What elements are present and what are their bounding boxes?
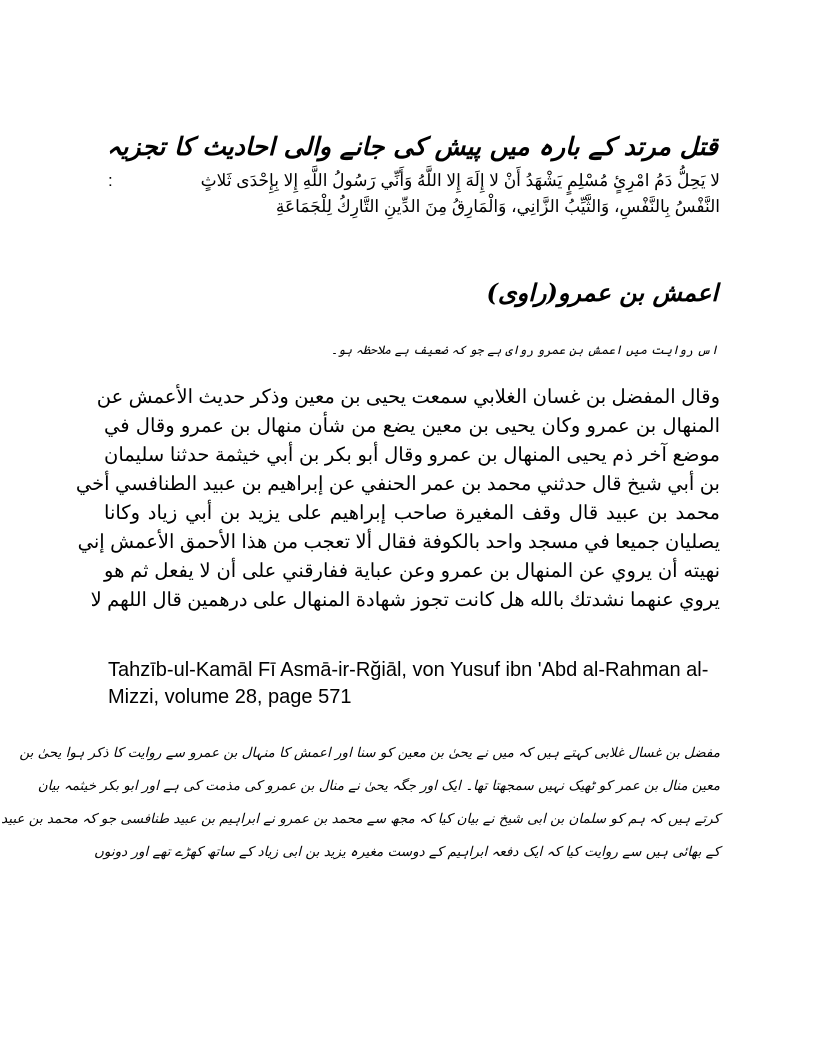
narrator-note: اس روایت میں اعمش بن عمرو روای ہے جو کہ ضعیف ہے ملاحظہ ہو۔ (330, 343, 718, 357)
hadith-line-text: لا يَحِلُّ دَمُ امْرِئٍ مُسْلِمٍ يَشْهَدُ أَنْ لا إِلَهَ إِلا اللَّهُ وَأَنِّي رَسُولُ اللَّهِ إِلا بِإِحْدَى ثَلاثٍ (200, 171, 720, 190)
urdu-translation-line: کے بھائی ہیں سے روایت کیا کہ ایک دفعہ ابراہیم کے دوست مغیرہ یزید بن ابی زیاد کے ساتھ کھڑے تھے اور دونوں (93, 844, 720, 860)
narrator-heading: اعمش بن عمرو(راوی) (486, 278, 718, 307)
urdu-translation-line: معین منال بن عمر کو ٹھیک نہیں سمجھتا تھا۔ ایک اور جگہ یحیٰ نے منال بن عمرو کی مذمت کی ہے اور ابو بکر خیثمہ بیان (37, 778, 720, 794)
arabic-quote-line: محمد بن عبيد قال وقف المغيرة صاحب إبراهيم على يزيد بن أبي زياد وكانا (104, 502, 720, 524)
arabic-quote-line: موضع آخر ذم يحيى المنهال بن عمرو وقال أبو بكر بن أبي خيثمة حدثنا سليمان (104, 444, 720, 466)
hadith-colon: : (108, 171, 113, 190)
hadith-line (108, 168, 720, 194)
arabic-quote (75, 383, 720, 615)
arabic-quote-line: بن أبي شيخ قال حدثني محمد بن عمر الحنفي عن إبراهيم بن عبيد الطنافسي أخي (75, 473, 720, 495)
urdu-translation-line: کرتے ہیں کہ ہم کو سلمان بن ابی شیخ نے بیان کیا کہ مجھ سے محمد بن عمرو نے ابراہیم بن عبید طنافسی جو کہ محمد بن عبید (1, 811, 720, 827)
arabic-quote-line: نهيته أن يروي عن المنهال بن عمرو وعن عباية ففارقني على أن لا يفعل ثم هو (104, 560, 720, 582)
source-citation: Tahzīb-ul-Kamāl Fī Asmā-ir-Rğiāl, von Yusuf ibn 'Abd al-Rahman al-Mizzi, volume 28, page 571 (108, 659, 709, 708)
arabic-quote-line: المنهال بن عمرو وكان يحيى بن معين يضع من شأن منهال بن عمرو وقال في (104, 415, 720, 437)
arabic-quote-line: وقال المفضل بن غسان الغلابي سمعت يحيى بن معين وذكر حديث الأعمش عن (96, 386, 720, 408)
arabic-quote-line: يصليان جميعا في مسجد واحد بالكوفة فقال ألا تعجب من هذا الأحمق الأعمش إني (77, 531, 720, 553)
urdu-translation-line: مفضل بن غسال غلابی کہتے ہیں کہ میں نے یحیٰ بن معین کو سنا اور اعمش کا منہال بن عمرو سے روایت کا ذکر ہوا یحیٰ بن (19, 745, 720, 761)
urdu-translation (1, 737, 720, 869)
arabic-quote-line: يروي عنهما نشدتك بالله هل كانت تجوز شهادة المنهال على درهمين قال اللهم لا (90, 589, 720, 611)
hadith-line-text: النَّفْسُ بِالنَّفْسِ، وَالثَّيِّبُ الزَّانِي، وَالْمَارِقُ مِنَ الدِّينِ التَّارِكُ لِلْجَمَاعَةِ (275, 197, 720, 216)
hadith-text (108, 168, 720, 220)
hadith-line (108, 194, 720, 220)
page-title: قتل مرتد کے بارہ میں پیش کی جانے والی احادیث کا تجزیہ (106, 132, 718, 161)
